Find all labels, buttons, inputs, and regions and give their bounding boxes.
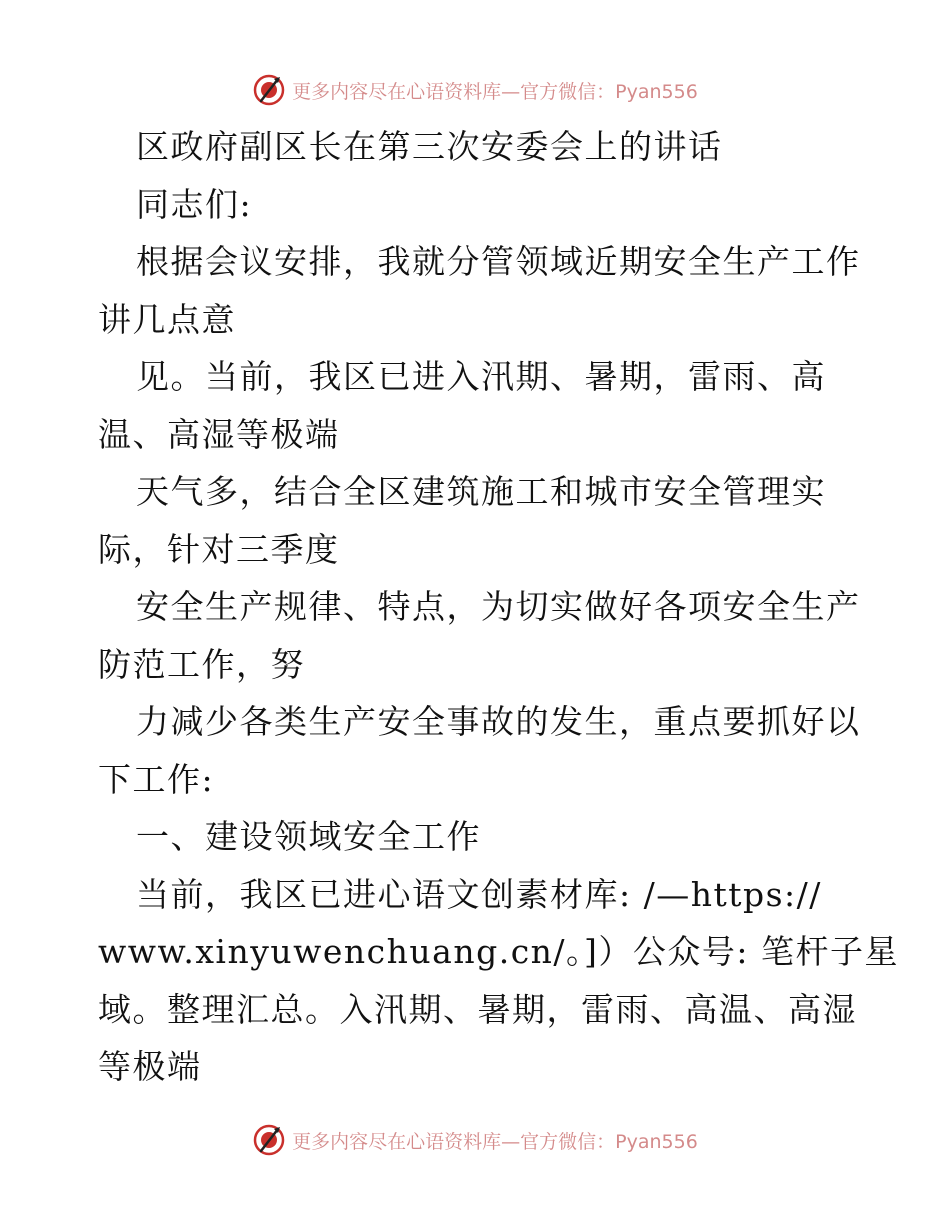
document-line: 域。整理汇总。入汛期、暑期，雷雨、高温、高湿 <box>98 989 857 1029</box>
document-line: 根据会议安排，我就分管领域近期安全生产工作 <box>136 242 861 281</box>
banner-label: 更多内容尽在心语资料库—官方微信： <box>292 80 616 103</box>
document-line: 防范工作，努 <box>98 644 305 684</box>
document-line: www.xinyuwenchuang.cn/。]）公众号: 笔杆子星 <box>98 932 900 971</box>
banner-label: 更多内容尽在心语资料库—官方微信： <box>292 1130 616 1153</box>
footer-banner <box>0 1120 950 1160</box>
document-body <box>98 118 900 1096</box>
document-line: 当前，我区已进心语文创素材库: /—https:// <box>136 874 822 914</box>
document-line: 一、建设领域安全工作 <box>136 817 481 856</box>
logo-icon <box>252 73 286 107</box>
document-line: 安全生产规律、特点，为切实做好各项安全生产 <box>136 587 861 626</box>
document-line: 等极端 <box>98 1047 202 1086</box>
document-line: 同志们: <box>136 184 253 224</box>
document-line: 天气多，结合全区建筑施工和城市安全管理实 <box>136 472 826 511</box>
header-banner <box>0 70 950 110</box>
banner-account: Pyan556 <box>615 80 698 103</box>
logo-icon <box>252 1123 286 1157</box>
document-line: 区政府副区长在第三次安委会上的讲话 <box>136 127 723 166</box>
banner-text <box>292 1127 698 1154</box>
document-line: 讲几点意 <box>98 299 236 339</box>
banner-account: Pyan556 <box>615 1130 698 1153</box>
document-line: 温、高湿等极端 <box>98 414 340 454</box>
document-line: 见。当前，我区已进入汛期、暑期，雷雨、高 <box>136 357 826 396</box>
document-line: 际，针对三季度 <box>98 529 340 569</box>
document-line: 力减少各类生产安全事故的发生，重点要抓好以 <box>136 702 861 741</box>
banner-text <box>292 77 698 104</box>
document-line: 下工作: <box>98 759 215 799</box>
